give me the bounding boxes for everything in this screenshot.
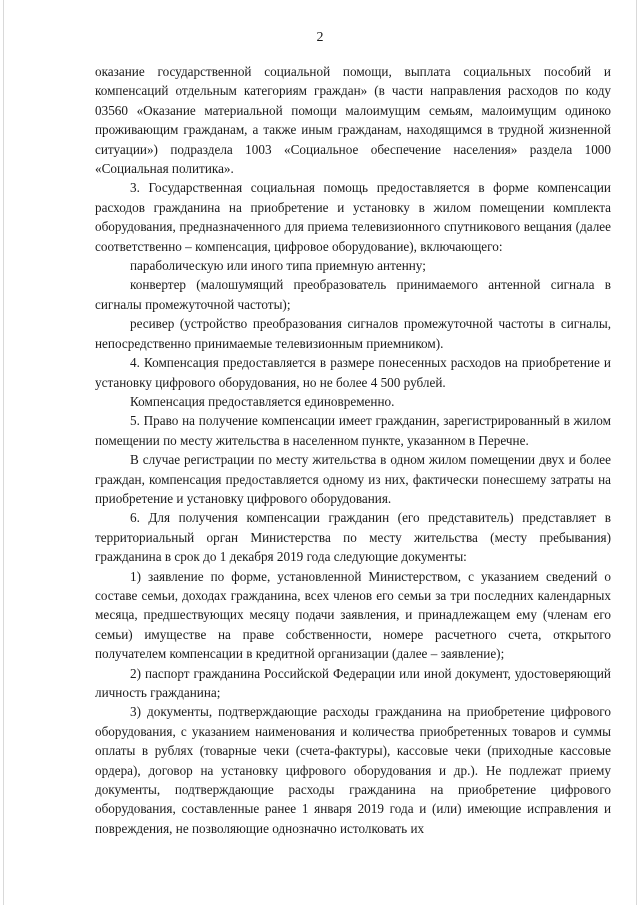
right-scan-edge — [636, 0, 637, 905]
list-item-antenna: параболическую или иного типа приемную антенну; — [130, 258, 426, 274]
paragraph-item-3: 3. Государственная социальная помощь предоставляется в форме компенсации расходов гражданина на приобретение и установку в жилом помещении комплекта оборудования, предназначенного для приема телевизионного спутникового вещания (далее соответственно – компенсация, цифровое оборудование), включающего: — [95, 180, 611, 254]
paragraph-item-5: 5. Право на получение компенсации имеет гражданин, зарегистрированный в жилом помещении по месту жительства в населенном пункте, указанном в Перечне. — [95, 413, 611, 448]
paragraph-budget-code: оказание государственной социальной помощи, выплата социальных пособий и компенсаций отдельным категориям граждан» (в части направления расходов по коду 03560 «Оказание материальной помощи малоимущим семьям, малоимущим одиноко проживающим гражданам, а также иным гражданам, находящимся в трудной жизненной ситуации») подраздела 1003 «Социальное обеспечение населения» раздела 1000 «Социальная политика». — [95, 64, 611, 177]
page-number: 2 — [316, 30, 324, 45]
document-body — [95, 62, 611, 838]
list-item-passport: 2) паспорт гражданина Российской Федерации или иной документ, удостоверяющий личность гражданина; — [95, 665, 611, 700]
paragraph-item-4: 4. Компенсация предоставляется в размере понесенных расходов на приобретение и установку цифрового оборудования, но не более 4 500 рублей. — [95, 355, 611, 390]
list-item-application: 1) заявление по форме, установленной Министерством, с указанием сведений о составе семьи, доходах гражданина, всех членов его семьи за три последних календарных месяца, предшествующих месяцу подачи заявления, и принадлежащем ему (членам его семьи) имуществе на праве собственности, номере расчетного счета, открытого получателем компенсации в кредитной организации (далее – заявление); — [95, 568, 611, 662]
list-item-converter: конвертер (малошумящий преобразователь принимаемого антенной сигнала в сигналы промежуточной частоты); — [95, 277, 611, 312]
list-item-receiver: ресивер (устройство преобразования сигналов промежуточной частоты в сигналы, непосредственно принимаемые телевизионным приемником). — [95, 316, 611, 351]
paragraph-item-6: 6. Для получения компенсации гражданин (его представитель) представляет в территориальный орган Министерства по месту жительства (месту пребывания) гражданина в срок до 1 декабря 2019 года следующие документы: — [95, 510, 611, 565]
paragraph-one-time: Компенсация предоставляется единовременно. — [130, 393, 395, 409]
list-item-expense-documents: 3) документы, подтверждающие расходы гражданина на приобретение цифрового оборудования, с указанием наименования и количества приобретенных товаров и суммы оплаты в рублях (товарные чеки (счета-фактуры), кассовые чеки (приходные кассовые ордера), договор на установку цифрового оборудования и др.). Не подлежат приему документы, подтверждающие расходы гражданина на приобретение цифрового оборудования, составленные ранее 1 января 2019 года и (или) имеющие исправления и повреждения, не позволяющие однозначно истолковать их — [95, 704, 611, 836]
left-scan-edge — [3, 0, 4, 905]
paragraph-multiple-residents: В случае регистрации по месту жительства в одном жилом помещении двух и более граждан, компенсация предоставляется одному из них, фактически понесшему затраты на приобретение и установку цифрового оборудования. — [95, 452, 611, 506]
